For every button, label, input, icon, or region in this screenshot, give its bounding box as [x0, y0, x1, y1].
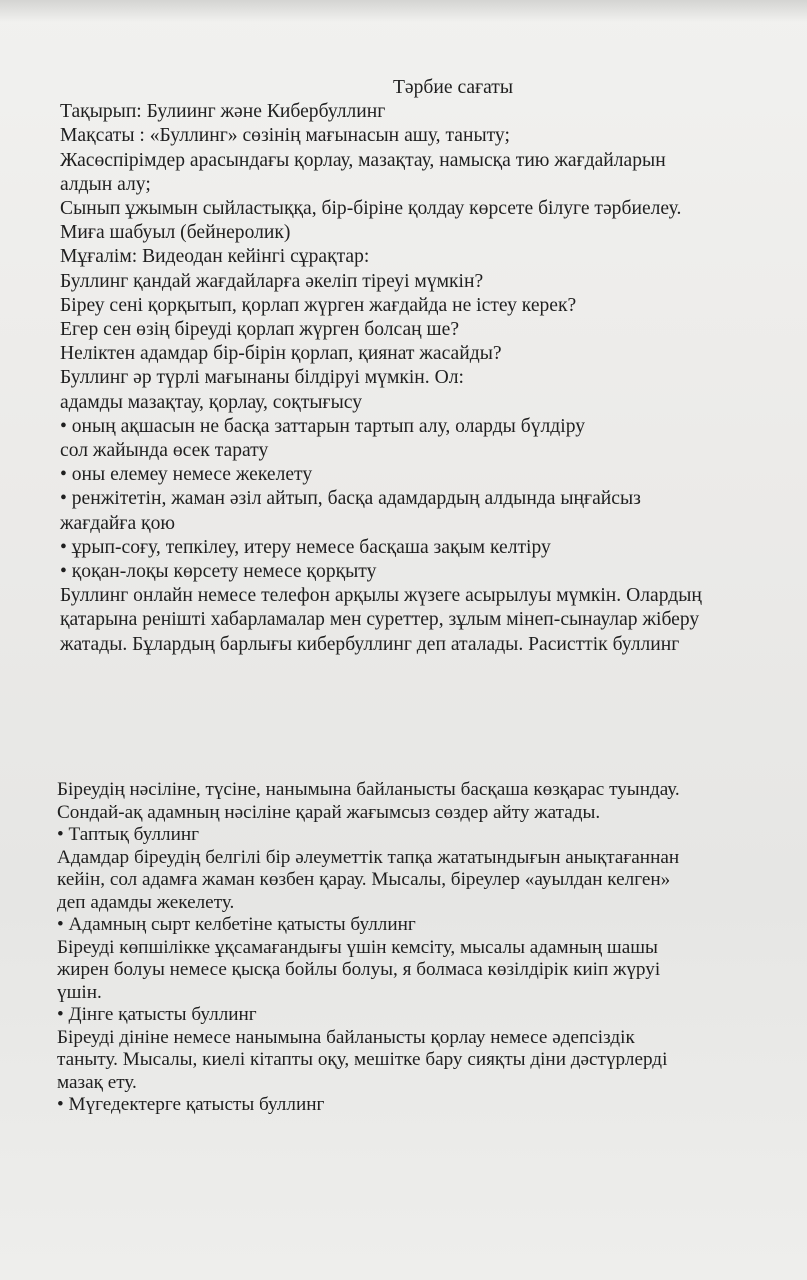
- bullet-line: • ұрып-соғу, тепкілеу, итеру немесе басқаша зақым келтіру: [60, 536, 551, 558]
- text-line: Неліктен адамдар бір-бірін қорлап, қиянат жасайды?: [60, 343, 502, 365]
- bullet-line: • ренжітетін, жаман әзіл айтып, басқа адамдардың алдында ыңғайсыз: [60, 488, 641, 510]
- text-line: кейін, сол адамға жаман көзбен қарау. Мысалы, біреулер «ауылдан келген»: [57, 869, 671, 890]
- text-line: Біреу сені қорқытып, қорлап жүрген жағдайда не істеу керек?: [60, 294, 577, 316]
- text-line: Буллинг әр түрлі мағынаны білдіруі мүмкін. Ол:: [60, 367, 464, 389]
- bullet-heading: • Дінге қатысты буллинг: [57, 1004, 257, 1025]
- text-line: Тақырып: Булиинг және Кибербуллинг: [60, 101, 386, 123]
- text-line: Буллинг онлайн немесе телефон арқылы жүзеге асырылуы мүмкін. Олардың: [60, 585, 702, 607]
- bullet-line: • оның ақшасын не басқа заттарын тартып алу, оларды бүлдіру: [60, 415, 586, 437]
- document-title: Тәрбие сағаты: [392, 77, 514, 98]
- text-line: мазақ ету.: [57, 1071, 137, 1093]
- text-line: Мұғалім: Видеодан кейінгі сұрақтар:: [60, 246, 370, 268]
- bullet-line: • оны елемеу немесе жекелету: [60, 464, 313, 486]
- text-line: Сондай-ақ адамның нәсіліне қарай жағымсыз сөздер айту жатады.: [57, 801, 601, 823]
- text-line: Миға шабуыл (бейнеролик): [60, 222, 291, 244]
- text-line: алдын алу;: [60, 173, 151, 195]
- text-line: қатарына ренішті хабарламалар мен суреттер, зұлым мінеп-сынаулар жіберу: [60, 609, 700, 631]
- text-line: үшін.: [57, 981, 102, 1003]
- text-line: деп адамды жекелету.: [57, 891, 235, 913]
- text-line: адамды мазақтау, қорлау, соқтығысу: [60, 391, 362, 413]
- document-body-top: [60, 76, 772, 657]
- bullet-heading: • Мүгедектерге қатысты буллинг: [57, 1094, 325, 1115]
- text-line: жатады. Бұлардың барлығы кибербуллинг деп аталады. Расисттік буллинг: [60, 633, 680, 655]
- bullet-line: • қоқан-лоқы көрсету немесе қорқыту: [60, 561, 377, 583]
- document-body-bottom: [57, 779, 769, 1117]
- text-line: сол жайында өсек тарату: [60, 440, 269, 462]
- text-line: Сынып ұжымын сыйластыққа, бір-біріне қолдау көрсете білуге тәрбиелеу.: [60, 198, 682, 220]
- text-line: жағдайға қою: [60, 512, 176, 534]
- text-line: жирен болуы немесе қысқа бойлы болуы, я болмаса көзілдірік киіп жүруі: [57, 959, 661, 980]
- text-line: Мақсаты : «Буллинг» сөзінің мағынасын ашу, таныту;: [60, 125, 510, 147]
- text-line: Егер сен өзің біреуді қорлап жүрген болсаң ше?: [60, 319, 460, 341]
- text-line: Біреуді дініне немесе нанымына байланысты қорлау немесе әдепсіздік: [57, 1026, 635, 1048]
- text-line: Біреудің нәсіліне, түсіне, нанымына байланысты басқаша көзқарас туындау.: [57, 779, 680, 800]
- text-line: Адамдар біреудің белгілі бір әлеуметтік тапқа жататындығын анықтағаннан: [57, 846, 680, 868]
- page-edge-shadow: [0, 0, 807, 22]
- bullet-heading: • Адамның сырт келбетіне қатысты буллинг: [57, 914, 416, 935]
- text-line: Буллинг қандай жағдайларға әкеліп тіреуі мүмкін?: [60, 270, 484, 292]
- bullet-heading: • Таптық буллинг: [57, 824, 200, 845]
- text-line: Жасөспірімдер арасындағы қорлау, мазақтау, намысқа тию жағдайларын: [60, 149, 666, 171]
- text-line: Біреуді көпшілікке ұқсамағандығы үшін кемсіту, мысалы адамның шашы: [57, 936, 658, 958]
- text-line: таныту. Мысалы, киелі кітапты оқу, мешітке бару сияқты діни дәстүрлерді: [57, 1049, 668, 1070]
